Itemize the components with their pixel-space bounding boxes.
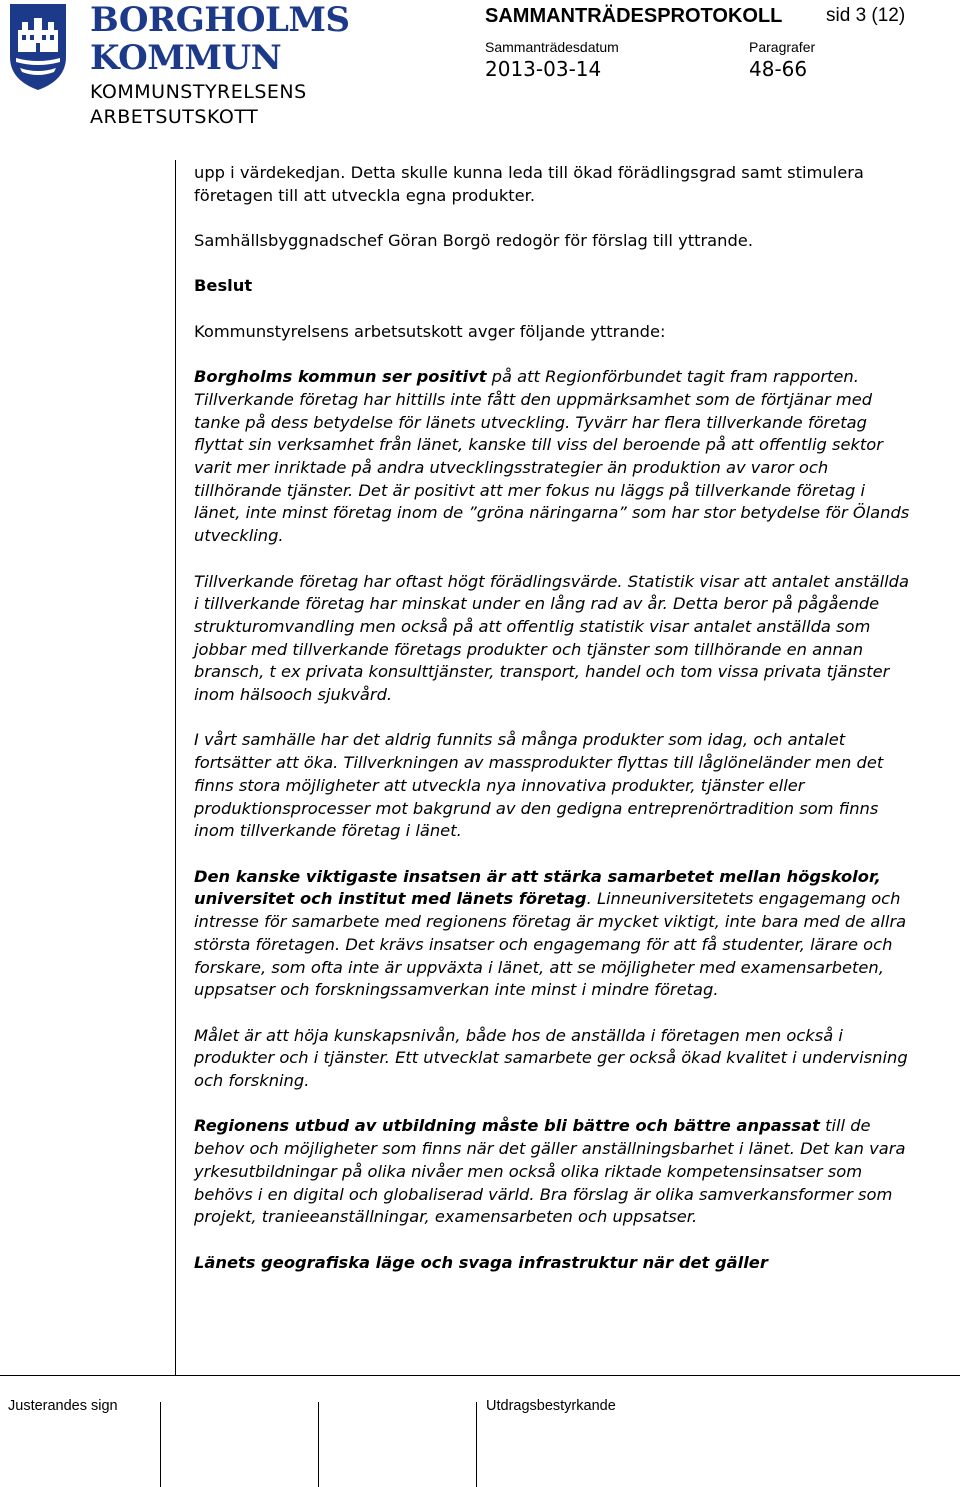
document-body xyxy=(194,162,914,1274)
organization-name-line1: BORGHOLMS xyxy=(90,0,350,40)
paragraph: Målet är att höja kunskapsnivån, både hos de anställda i företagen men också i produkter och i tjänster. Ett utvecklat samarbete ger också ökad kvalitet i undervisning och forskning. xyxy=(194,1025,908,1090)
paragraphs-value: 48-66 xyxy=(749,57,808,81)
paragraph: Tillverkande företag har oftast högt förädlingsvärde. Statistik visar att antalet anställda i tillverkande företag har minskat under en lång rad av år. Detta beror på pågående strukturomvandling men också på att offentlig statistik visar antalet anställda som jobbar med tillverkande företags produkter och tjänster som tillhörande en annan bransch, t ex privata konsulttjänster, transport, handel och tom vissa privata tjänster inom hälsooch sjukvård. xyxy=(194,571,909,705)
paragraph: Länets geografiska läge och svaga infrastruktur när det gäller xyxy=(194,1252,768,1272)
page-number: sid 3 (12) xyxy=(826,5,906,26)
paragraph: upp i värdekedjan. Detta skulle kunna leda till ökad förädlingsgrad samt stimulera företagen till att utveckla egna produkter. xyxy=(194,163,864,205)
department-name-line2: ARBETSUTSKOTT xyxy=(90,106,259,128)
footer-divider xyxy=(0,1375,960,1376)
extract-certification-label: Utdragsbestyrkande xyxy=(486,1398,616,1414)
text: till de behov och möjligheter som finns när det gäller anställningsbarhet i länet. Det kan vara yrkesutbildningar på olika nivåer men också olika riktade kompetensinsatser som behövs i en digital och globaliserad värld. Bra förslag är olika samverkansformer som projekt, tranieeanställningar, examensarbeten och uppsatser. xyxy=(194,1116,906,1227)
document-title: SAMMANTRÄDESPROTOKOLL xyxy=(485,5,783,27)
department-name-line1: KOMMUNSTYRELSENS xyxy=(90,81,307,103)
meeting-date-value: 2013-03-14 xyxy=(485,57,602,81)
signature-box-divider xyxy=(476,1402,477,1487)
paragraphs-label: Paragrafer xyxy=(749,39,816,55)
signature-label: Justerandes sign xyxy=(8,1398,118,1414)
paragraph: Kommunstyrelsens arbetsutskott avger följande yttrande: xyxy=(194,321,666,341)
margin-divider xyxy=(175,160,176,1375)
emphasis: Regionens utbud av utbildning måste bli bättre och bättre anpassat xyxy=(194,1116,820,1136)
signature-box-divider xyxy=(160,1402,161,1487)
municipality-crest-logo xyxy=(8,2,68,92)
paragraph xyxy=(194,866,914,1002)
paragraph xyxy=(194,1115,914,1229)
meeting-date-label: Sammanträdesdatum xyxy=(485,39,619,55)
paragraph: I vårt samhälle har det aldrig funnits så många produkter som idag, och antalet fortsätter att öka. Tillverkningen av massprodukter flyttas till låglöneländer men det finns stora möjligheter att utveckla nya innovativa produkter, tjänster eller produktionsprocesser mot bakgrund av den gedigna entreprenörtradition som finns inom tillverkande företag i länet. xyxy=(194,730,884,841)
section-heading: Beslut xyxy=(194,276,253,296)
text: . Linneuniversitetets engagemang och intresse för samarbete med regionens företag är mycket viktigt, inte bara med de allra största företagen. Det krävs insatser och engagemang för att få studenter, lärare och forskare, som ofta inte är uppväxta i länet, att se möjligheter med examensarbeten, uppsatser och forskningssamverkan inte minst i mindre företag. xyxy=(194,889,907,1000)
text: på att Regionförbundet tagit fram rapporten. Tillverkande företag har hittills inte fått den uppmärksamhet som de förtjänar med tanke på dess betydelse för länets utveckling. Tyvärr har flera tillverkande företag flyttat sin verksamhet från länet, kanske till viss del beroende på att offentlig sektor varit mer inriktade på andra utvecklingsstrategier än produktion av varor och tillhörande tjänster. Det är positivt att mer fokus nu läggs på tillverkande företag i länet, inte minst företag inom de ”gröna näringarna” som har stor betydelse för Ölands utveckling. xyxy=(194,367,910,546)
emphasis: Den kanske viktigaste insatsen är att stärka samarbetet mellan högskolor, universitet och institut med länets företag xyxy=(194,866,881,909)
paragraph xyxy=(194,366,914,548)
organization-name-line2: KOMMUN xyxy=(90,38,282,78)
signature-box-divider xyxy=(318,1402,319,1487)
emphasis: Borgholms kommun ser positivt xyxy=(194,367,487,387)
paragraph: Samhällsbyggnadschef Göran Borgö redogör för förslag till yttrande. xyxy=(194,231,753,251)
